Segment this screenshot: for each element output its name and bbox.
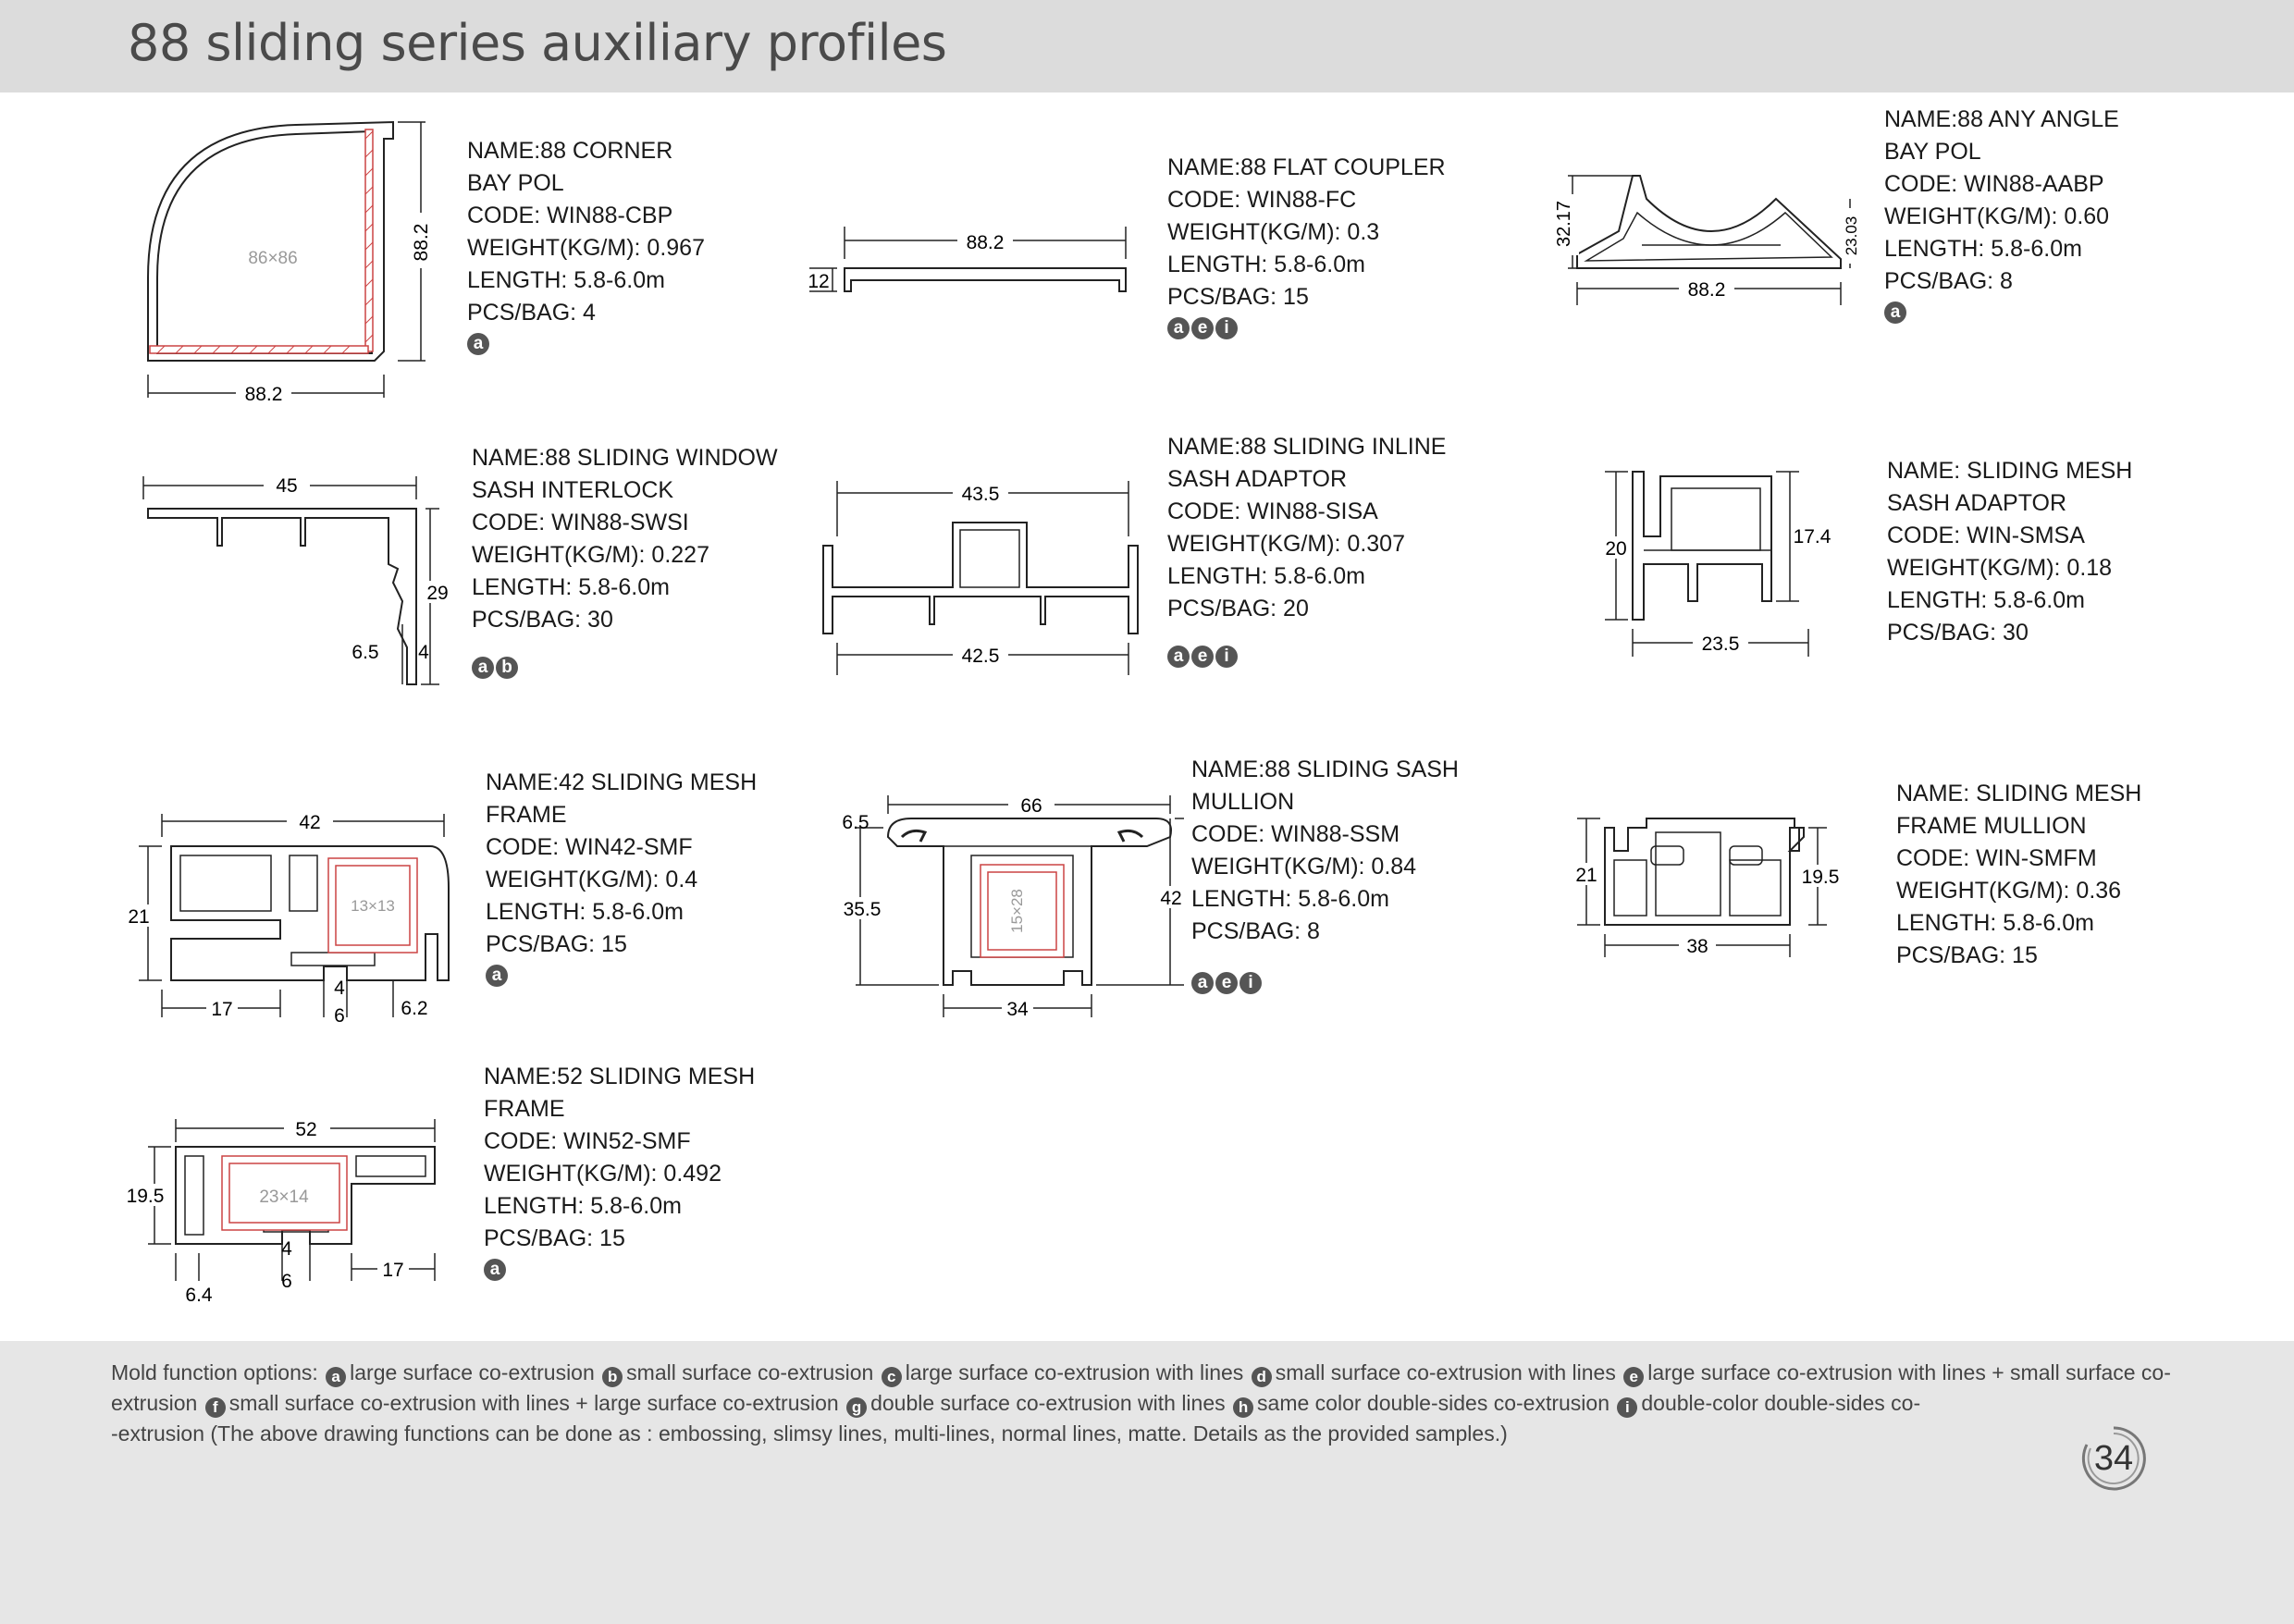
product-code: CODE: WIN-SMFM [1896, 845, 2097, 871]
product-pcs: PCS/BAG: 4 [467, 300, 596, 326]
product-pcs: PCS/BAG: 20 [1167, 596, 1309, 621]
option-a-icon: a [467, 333, 489, 355]
dim-height-right: 17.4 [1793, 526, 1832, 547]
product-name: NAME:88 SLIDING SASH [1191, 757, 1459, 782]
product-weight: WEIGHT(KG/M): 0.967 [467, 235, 705, 261]
product-pcs: PCS/BAG: 15 [486, 931, 627, 957]
product-name: NAME:42 SLIDING MESH [486, 769, 758, 795]
page-number: 34 [2093, 1439, 2134, 1478]
option-e-icon: e [1191, 646, 1214, 668]
product-info-corner-bay-pol [467, 135, 705, 355]
option-a-icon: a [1167, 646, 1190, 668]
option-e-text: large surface co-extrusion with lines + small surface co-extrusion [111, 1360, 2171, 1415]
option-codes [486, 965, 757, 987]
option-g-text: double surface co-extrusion with lines [870, 1391, 1226, 1415]
option-a-text: large surface co-extrusion [350, 1360, 595, 1384]
dim-height: 21 [128, 906, 150, 928]
product-name: NAME:88 ANY ANGLE [1884, 106, 2119, 132]
option-codes [1884, 301, 2119, 324]
dim-height-right: 23.03 [1843, 215, 1860, 256]
option-f-icon: f [205, 1397, 226, 1418]
drawing-any-angle-bay-pol [1531, 157, 1892, 314]
dim-height-left: 35.5 [843, 899, 882, 920]
dim-width: 66 [1020, 795, 1042, 817]
option-h-text: same color double-sides co-extrusion [1257, 1391, 1610, 1415]
product-code: CODE: WIN88-FC [1167, 187, 1357, 213]
option-a-icon: a [472, 657, 494, 679]
product-name-2: FRAME [486, 802, 567, 828]
product-pcs: PCS/BAG: 15 [1167, 284, 1309, 310]
drawing-sash-interlock [134, 462, 467, 694]
product-name-2: MULLION [1191, 789, 1295, 815]
product-weight: WEIGHT(KG/M): 0.18 [1887, 555, 2113, 581]
dim-width: 45 [276, 475, 298, 497]
product-length: LENGTH: 5.8-6.0m [1884, 236, 2082, 262]
dim-inner: 15×28 [1008, 889, 1026, 933]
dim-b: 4 [334, 978, 345, 999]
product-info-mesh-sash-adaptor [1887, 455, 2132, 649]
drawing-42-mesh-frame [125, 795, 458, 1036]
mold-options-text [111, 1358, 2174, 1449]
option-i-text: double-color double-sides co- [1641, 1391, 1921, 1415]
option-e-icon: e [1191, 317, 1214, 339]
dim-width: 88.2 [966, 232, 1005, 253]
product-info-42-mesh-frame [486, 767, 757, 987]
dim-a: 6.5 [842, 812, 870, 833]
dim-inner: 13×13 [351, 897, 395, 915]
product-weight: WEIGHT(KG/M): 0.227 [472, 542, 709, 568]
dim-height-left: 20 [1605, 538, 1627, 560]
product-pcs: PCS/BAG: 8 [1884, 268, 2013, 294]
option-e-icon: e [1215, 972, 1238, 994]
dim-width: 38 [1686, 936, 1708, 957]
product-pcs: PCS/BAG: 30 [1887, 620, 2029, 646]
dim-b: 4 [281, 1238, 292, 1260]
product-name: NAME:88 SLIDING INLINE [1167, 434, 1447, 460]
page-number-badge [2079, 1424, 2148, 1493]
option-codes [472, 657, 778, 679]
product-code: CODE: WIN88-SSM [1191, 821, 1400, 847]
product-name: NAME:88 FLAT COUPLER [1167, 154, 1446, 180]
option-d-text: small surface co-extrusion with lines [1275, 1360, 1616, 1384]
product-weight: WEIGHT(KG/M): 0.307 [1167, 531, 1405, 557]
option-c-icon: c [882, 1367, 902, 1387]
product-code: CODE: WIN88-SISA [1167, 498, 1378, 524]
product-length: LENGTH: 5.8-6.0m [1167, 563, 1365, 589]
product-length: LENGTH: 5.8-6.0m [472, 574, 670, 600]
product-name: NAME:88 SLIDING WINDOW [472, 445, 778, 471]
option-i-icon: i [1215, 317, 1238, 339]
dim-height: 19.5 [126, 1186, 165, 1207]
option-b-icon: b [496, 657, 518, 679]
option-g-icon: g [846, 1397, 867, 1418]
option-a-icon: a [1167, 317, 1190, 339]
product-info-sash-mullion [1191, 754, 1459, 994]
product-weight: WEIGHT(KG/M): 0.3 [1167, 219, 1380, 245]
option-i-icon: i [1617, 1397, 1637, 1418]
mold-options-label: Mold function options: [111, 1360, 318, 1384]
product-weight: WEIGHT(KG/M): 0.4 [486, 867, 698, 892]
dim-height: 29 [426, 583, 449, 604]
product-name: NAME: SLIDING MESH [1887, 458, 2133, 484]
drawing-52-mesh-frame [125, 1105, 458, 1313]
option-codes [467, 333, 705, 355]
product-pcs: PCS/BAG: 8 [1191, 918, 1320, 944]
product-length: LENGTH: 5.8-6.0m [1191, 886, 1389, 912]
product-info-flat-coupler [1167, 152, 1446, 339]
dim-width: 52 [295, 1119, 317, 1140]
product-info-any-angle-bay-pol [1884, 104, 2119, 324]
product-name-2: FRAME [484, 1096, 565, 1122]
product-name: NAME:52 SLIDING MESH [484, 1064, 756, 1089]
product-length: LENGTH: 5.8-6.0m [486, 899, 684, 925]
dim-height-right: 19.5 [1801, 867, 1840, 888]
product-code: CODE: WIN52-SMF [484, 1128, 691, 1154]
dim-height: 12 [808, 271, 830, 292]
dim-d: 6.2 [401, 998, 428, 1019]
drawing-sash-mullion [832, 777, 1184, 1027]
drawing-mesh-frame-mullion [1545, 805, 1850, 962]
product-length: LENGTH: 5.8-6.0m [1887, 587, 2085, 613]
option-a-icon: a [1191, 972, 1214, 994]
dim-a: 17 [382, 1260, 404, 1281]
product-code: CODE: WIN88-SWSI [472, 510, 689, 535]
product-length: LENGTH: 5.8-6.0m [1896, 910, 2094, 936]
dim-c: 6 [334, 1005, 345, 1027]
option-a-icon: a [484, 1259, 506, 1281]
product-length: LENGTH: 5.8-6.0m [484, 1193, 682, 1219]
drawing-corner-bay-pol [130, 111, 444, 416]
drawing-mesh-sash-adaptor [1586, 462, 1864, 666]
dim-width: 23.5 [1701, 634, 1740, 655]
product-name-2: SASH ADAPTOR [1167, 466, 1348, 492]
dim-a: 17 [211, 999, 233, 1020]
option-b-icon: b [602, 1367, 623, 1387]
option-a-icon: a [326, 1367, 346, 1387]
product-code: CODE: WIN42-SMF [486, 834, 693, 860]
product-code: CODE: WIN88-AABP [1884, 171, 2104, 197]
option-h-icon: h [1233, 1397, 1253, 1418]
option-f-text: small surface co-extrusion with lines + large surface co-extrusion [228, 1391, 839, 1415]
option-codes [1191, 972, 1459, 994]
product-weight: WEIGHT(KG/M): 0.60 [1884, 203, 2110, 229]
option-i-icon: i [1240, 972, 1262, 994]
product-name: NAME:88 CORNER [467, 138, 673, 164]
footer [0, 1341, 2294, 1624]
product-info-52-mesh-frame [484, 1061, 755, 1281]
product-code: CODE: WIN88-CBP [467, 203, 673, 228]
product-pcs: PCS/BAG: 15 [1896, 942, 2038, 968]
dim-d: 6.4 [185, 1285, 213, 1306]
drawing-flat-coupler [800, 217, 1142, 310]
dim-c: 6 [281, 1271, 292, 1292]
product-name-2: FRAME MULLION [1896, 813, 2087, 839]
product-pcs: PCS/BAG: 15 [484, 1225, 625, 1251]
dim-width: 42 [299, 812, 321, 833]
product-weight: WEIGHT(KG/M): 0.36 [1896, 878, 2122, 904]
option-d-icon: d [1252, 1367, 1272, 1387]
option-a-icon: a [486, 965, 508, 987]
option-b-text: small surface co-extrusion [626, 1360, 874, 1384]
option-codes [484, 1259, 755, 1281]
product-length: LENGTH: 5.8-6.0m [467, 267, 665, 293]
dim-height-right: 42 [1160, 888, 1182, 909]
product-name-2: BAY POL [1884, 139, 1981, 165]
page-title: 88 sliding series auxiliary profiles [128, 14, 947, 72]
option-e-icon: e [1623, 1367, 1644, 1387]
option-codes [1167, 646, 1446, 668]
dim-bottom: 42.5 [961, 646, 1000, 667]
product-name-2: SASH ADAPTOR [1887, 490, 2067, 516]
product-pcs: PCS/BAG: 30 [472, 607, 613, 633]
product-info-inline-sash-adaptor [1167, 431, 1446, 668]
dim-inner: 86×86 [248, 249, 298, 268]
product-weight: WEIGHT(KG/M): 0.492 [484, 1161, 722, 1187]
mold-options-tail: -extrusion (The above drawing functions can be done as : embossing, slimsy lines, multi-lines, normal lines, matte. Details as the provided samples.) [111, 1421, 1508, 1446]
product-weight: WEIGHT(KG/M): 0.84 [1191, 854, 1417, 880]
product-name-2: BAY POL [467, 170, 564, 196]
dim-height-left: 32.17 [1554, 200, 1574, 248]
dim-inner: 23×14 [259, 1187, 309, 1207]
product-name: NAME: SLIDING MESH [1896, 781, 2142, 806]
product-name-2: SASH INTERLOCK [472, 477, 674, 503]
dim-a: 6.5 [352, 642, 379, 663]
option-codes [1167, 317, 1446, 339]
dim-height: 88.2 [411, 223, 432, 262]
dim-width: 88.2 [244, 384, 283, 405]
option-a-icon: a [1884, 301, 1906, 324]
drawing-inline-sash-adaptor [814, 467, 1147, 680]
dim-top: 43.5 [961, 484, 1000, 505]
product-length: LENGTH: 5.8-6.0m [1167, 252, 1365, 277]
dim-b: 4 [418, 642, 429, 663]
option-i-icon: i [1215, 646, 1238, 668]
dim-width: 88.2 [1687, 279, 1726, 301]
product-code: CODE: WIN-SMSA [1887, 523, 2085, 548]
dim-b: 34 [1006, 999, 1029, 1020]
product-info-mesh-frame-mullion [1896, 778, 2141, 972]
product-info-sash-interlock [472, 442, 778, 679]
option-c-text: large surface co-extrusion with lines [905, 1360, 1244, 1384]
page-header [0, 0, 2294, 92]
dim-height-left: 21 [1575, 865, 1597, 886]
